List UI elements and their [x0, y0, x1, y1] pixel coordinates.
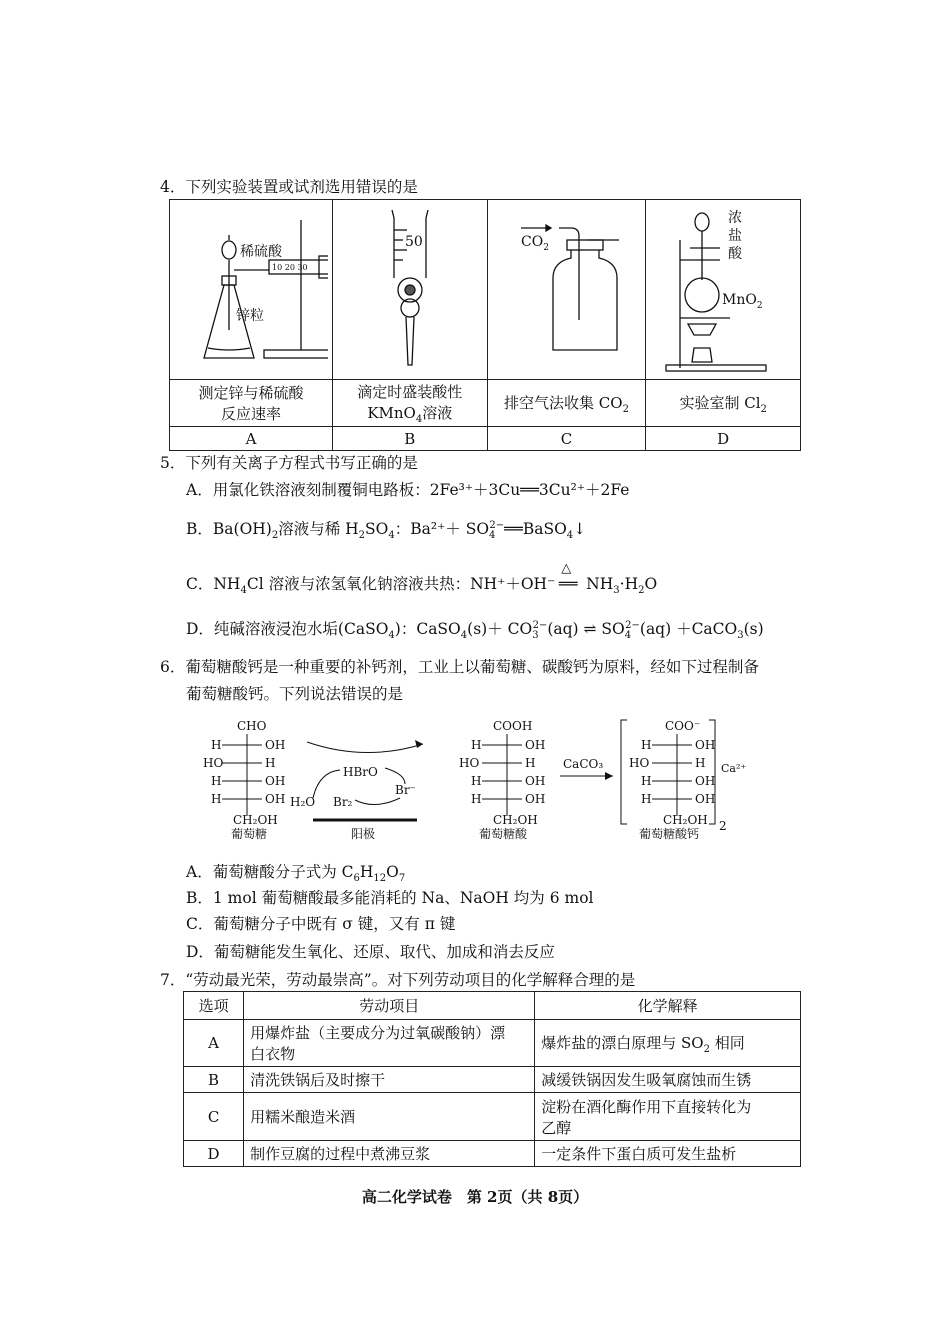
salt-c3-right: H: [695, 756, 706, 770]
acid-name: 葡萄糖酸: [479, 827, 528, 841]
q7-header-item: 劳动项目: [244, 992, 535, 1020]
q7-row-a-explanation: 爆炸盐的漂白原理与 $SO_2$ 相同: [535, 1020, 801, 1067]
q7-row-c-item: 用糯米酿造米酒: [244, 1093, 535, 1141]
q7-row-a-item: 用爆炸盐（主要成分为过氧碳酸钠）漂 白衣物: [244, 1020, 535, 1067]
q4-figure-a: [170, 200, 333, 380]
glucose-c2-right: OH: [265, 738, 286, 752]
caco3-label: CaCO₃: [563, 757, 604, 771]
q5-option-b: B．$Ba(OH)_2$溶液与稀 $H_2SO_4$：$Ba^{2+}+ SO_4^{2-}══BaSO_4↓$: [186, 519, 587, 542]
glucose-c2-left: H: [211, 738, 222, 752]
salt-bottom-group: CH₂OH: [663, 813, 708, 827]
q6-option-d: D．葡萄糖能发生氧化、还原、取代、加成和消去反应: [186, 943, 555, 961]
acid-bottom-group: CH₂OH: [493, 813, 538, 827]
glucose-c3-right: H: [265, 756, 276, 770]
acid-c3-left: HO: [459, 756, 480, 770]
glucose-c4-right: OH: [265, 774, 286, 788]
q7-table: [183, 991, 801, 1167]
acid-c2-left: H: [471, 738, 482, 752]
salt-c5-left: H: [641, 792, 652, 806]
q4-letter-a: A: [170, 427, 333, 451]
burette-figure: [337, 200, 483, 375]
q4-letter-b: B: [333, 427, 488, 451]
q4-letter-c: C: [487, 427, 646, 451]
q7-row-c-explanation: 淀粉在酒化酶作用下直接转化为 乙醇: [535, 1093, 801, 1141]
q7-row-d-item: 制作豆腐的过程中煮沸豆浆: [244, 1141, 535, 1167]
q5-option-a: A．用氯化铁溶液刻制覆铜电路板：2Fe³⁺＋3Cu══3Cu²⁺＋2Fe: [186, 481, 630, 499]
dilute-sulfuric-acid-label: 稀硫酸: [240, 244, 282, 260]
salt-subscript: 2: [719, 819, 727, 833]
glucose-c4-left: H: [211, 774, 222, 788]
salt-top-group: COO⁻: [665, 719, 701, 733]
q7-row-d-option: D: [184, 1141, 244, 1167]
salt-c4-right: OH: [695, 774, 716, 788]
gluconate-scheme-figure: [195, 712, 795, 847]
conc-label-3: 酸: [728, 246, 743, 262]
syringe-scale-label: 10 20 30: [272, 263, 308, 272]
acid-c5-right: OH: [525, 792, 546, 806]
acid-top-group: COOH: [493, 719, 533, 733]
table-row: [184, 1020, 801, 1067]
q6-option-c: C．葡萄糖分子中既有 σ 键，又有 π 键: [186, 915, 456, 933]
zinc-granule-label: 锌粒: [236, 308, 264, 324]
q6-title-line2: 葡萄糖酸钙。下列说法错误的是: [186, 685, 404, 703]
q4-caption-b: 滴定时盛装酸性 KMnO$_4$溶液: [333, 380, 488, 427]
equilibrium-arrow-icon: ⇌: [583, 620, 597, 638]
glucose-c5-right: OH: [265, 792, 286, 806]
chlorine-prep-figure: [650, 200, 796, 375]
table-row: [184, 1141, 801, 1167]
bromide-label: Br⁻: [395, 783, 416, 797]
q7-row-b-option: B: [184, 1067, 244, 1093]
burette-volume-label: 50: [404, 234, 423, 250]
hbro-label: HBrO: [343, 765, 378, 779]
conc-label-2: 盐: [728, 228, 743, 244]
q7-row-c-option: C: [184, 1093, 244, 1141]
acid-c4-right: OH: [525, 774, 546, 788]
q7-row-b-item: 清洗铁锅后及时擦干: [244, 1067, 535, 1093]
zinc-apparatus-figure: [174, 200, 328, 375]
conc-label-1: 浓: [728, 210, 743, 226]
calcium-ion-label: Ca²⁺: [721, 762, 747, 775]
q4-figure-d: [646, 200, 801, 380]
q5-option-c: C．$NH_4Cl$ 溶液与浓氢氧化钠溶液共热：NH⁺＋OH⁻ △ ══ $NH_3\cdot H_2O$: [186, 561, 658, 597]
q4-figure-c: [487, 200, 646, 380]
q7-header-explanation: 化学解释: [535, 992, 801, 1020]
mno2-label: MnO$_2$: [722, 292, 763, 311]
glucose-top-group: CHO: [237, 719, 267, 733]
page-footer: 高二化学试卷 第 2页（共 8页）: [361, 1188, 589, 1206]
glucose-name: 葡萄糖: [231, 827, 268, 841]
table-row: [184, 1093, 801, 1141]
acid-c3-right: H: [525, 756, 536, 770]
q4-title: 4．下列实验装置或试剂选用错误的是: [160, 178, 418, 196]
q4-caption-c: 排空气法收集 $CO_2$: [487, 380, 646, 427]
q7-row-b-explanation: 减缓铁锅因发生吸氧腐蚀而生锈: [535, 1067, 801, 1093]
salt-c3-left: HO: [629, 756, 650, 770]
salt-name: 葡萄糖酸钙: [639, 827, 700, 841]
salt-c2-right: OH: [695, 738, 716, 752]
anode-label: 阳极: [351, 827, 376, 841]
water-label: H₂O: [290, 795, 316, 809]
q5-option-d: D．纯碱溶液浸泡水垢(CaSO$_4$)：CaSO$_4$(s)＋ $CO_3^{2-}(aq)$ ⇌ $SO_4^{2-}(aq)$ ＋CaCO$_3$(s): [186, 619, 764, 642]
salt-c4-left: H: [641, 774, 652, 788]
glucose-c5-left: H: [211, 792, 222, 806]
q7-title: 7．“劳动最光荣，劳动最崇高”。对下列劳动项目的化学解释合理的是: [160, 971, 636, 989]
q4-caption-a: 测定锌与稀硫酸 反应速率: [170, 380, 333, 427]
table-row: [184, 1067, 801, 1093]
salt-c5-right: OH: [695, 792, 716, 806]
gas-bottle-figure: [491, 200, 641, 375]
glucose-bottom-group: CH₂OH: [233, 813, 278, 827]
q6-option-a: A．葡萄糖酸分子式为 $C_6H_{12}O_7$: [186, 863, 406, 885]
acid-c4-left: H: [471, 774, 482, 788]
q6-title-line1: 6．葡萄糖酸钙是一种重要的补钙剂，工业上以葡萄糖、碳酸钙为原料，经如下过程制备: [160, 658, 759, 676]
q7-row-a-option: A: [184, 1020, 244, 1067]
glucose-c3-left: HO: [203, 756, 224, 770]
q4-figure-b: [333, 200, 488, 380]
q4-letter-d: D: [646, 427, 801, 451]
acid-c5-left: H: [471, 792, 482, 806]
bromine-label: Br₂: [333, 795, 353, 809]
q7-row-d-explanation: 一定条件下蛋白质可发生盐析: [535, 1141, 801, 1167]
q6-option-b: B．1 mol 葡萄糖酸最多能消耗的 Na、NaOH 均为 6 mol: [186, 889, 594, 907]
q7-header-option: 选项: [184, 992, 244, 1020]
acid-c2-right: OH: [525, 738, 546, 752]
q5-title: 5．下列有关离子方程式书写正确的是: [160, 454, 418, 472]
heat-triangle-icon: △: [561, 561, 572, 576]
q4-caption-d: 实验室制 $Cl_2$: [646, 380, 801, 427]
q4-table: [169, 199, 801, 451]
co2-label: $CO_2$: [521, 234, 550, 253]
salt-c2-left: H: [641, 738, 652, 752]
